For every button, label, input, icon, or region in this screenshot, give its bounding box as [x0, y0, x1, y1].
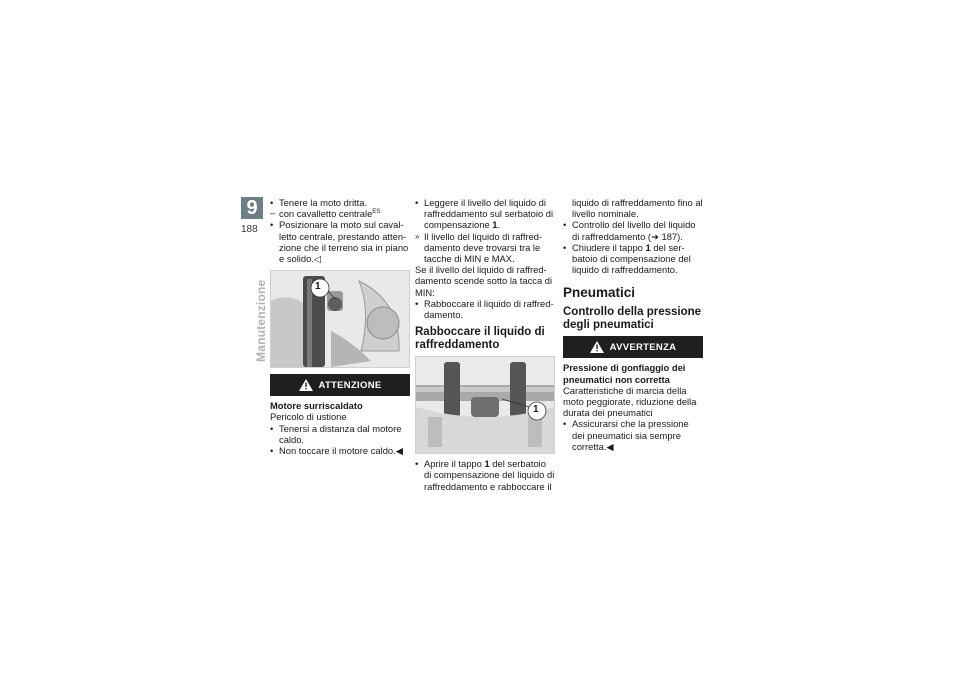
condition-superscript: ES — [372, 209, 381, 216]
warning-bullet: • Assicurarsi che la pressione dei pneumatici sia sempre corretta.◀ — [563, 418, 703, 452]
step-bullet: • Controllo del livello del liquido di raffreddamento (➜ 187). — [563, 219, 703, 241]
page-number: 188 — [241, 224, 258, 235]
caution-title: Motore surriscaldato — [270, 400, 363, 412]
caution-bullet: • Non toccare il motore caldo.◀ — [270, 445, 410, 456]
section-heading-tyres: Pneumatici — [563, 285, 636, 301]
result-line: » Il livello del liquido di raffred-damento deve trovarsi tra le tacche di MIN e MAX. — [415, 231, 555, 265]
subsection-heading-pressure: Controllo della pressione degli pneumatici — [563, 306, 702, 331]
warning-triangle-icon — [590, 341, 604, 353]
step-bullet: • Chiudere il tappo 1 del ser-batoio di compensazione del liquido di raffreddamento. — [563, 242, 703, 276]
step-bullet: • Aprire il tappo 1 del serbatoio di compensazione del liquido di raffreddamento e rabboccare il — [415, 458, 555, 492]
section-heading-coolant: Rabboccare il liquido di raffreddamento — [415, 326, 545, 351]
figure-callout-1: 1 — [315, 281, 321, 293]
condition-dash: – con cavalletto centrale$^{ES}$ — [270, 208, 410, 219]
caution-banner: ATTENZIONE — [270, 374, 410, 396]
engine-cover-photo — [270, 270, 410, 368]
chapter-number-tab: 9 — [241, 197, 263, 219]
warning-triangle-icon — [299, 379, 313, 391]
warning-title: Pressione di gonfiaggio dei pneumatici non corretta — [563, 362, 686, 385]
warning-body: Caratteristiche di marcia della moto peggiorate, riduzione della durata dei pneumatici — [563, 384, 697, 419]
figure-callout-1: 1 — [533, 404, 539, 416]
continued-paragraph: liquido di raffreddamento fino al livello nominale. — [572, 197, 703, 220]
caution-bullet: • Tenersi a distanza dal motore caldo. — [270, 423, 410, 445]
coolant-reservoir-photo — [415, 356, 555, 454]
step-bullet: • Posizionare la moto sul caval-letto centrale, prestando atten-zione che il terreno sia in piano e solido.◁ — [270, 219, 410, 264]
column-3 — [563, 197, 703, 452]
condition-paragraph: Se il livello del liquido di raffred-damento scende sotto la tacca di MIN: — [415, 264, 553, 298]
step-bullet: • Leggere il livello del liquido di raffreddamento sul serbatoio di compensazione 1. — [415, 197, 555, 231]
warning-banner: AVVERTENZA — [563, 336, 703, 358]
step-bullet: • Rabboccare il liquido di raffred-damento. — [415, 298, 555, 320]
column-1 — [270, 197, 410, 456]
step-bullet: • Tenere la moto dritta. — [270, 197, 410, 208]
caution-subtitle: Pericolo di ustione — [270, 411, 347, 423]
chapter-side-title: Manutenzione — [254, 279, 268, 362]
column-2 — [415, 197, 555, 492]
